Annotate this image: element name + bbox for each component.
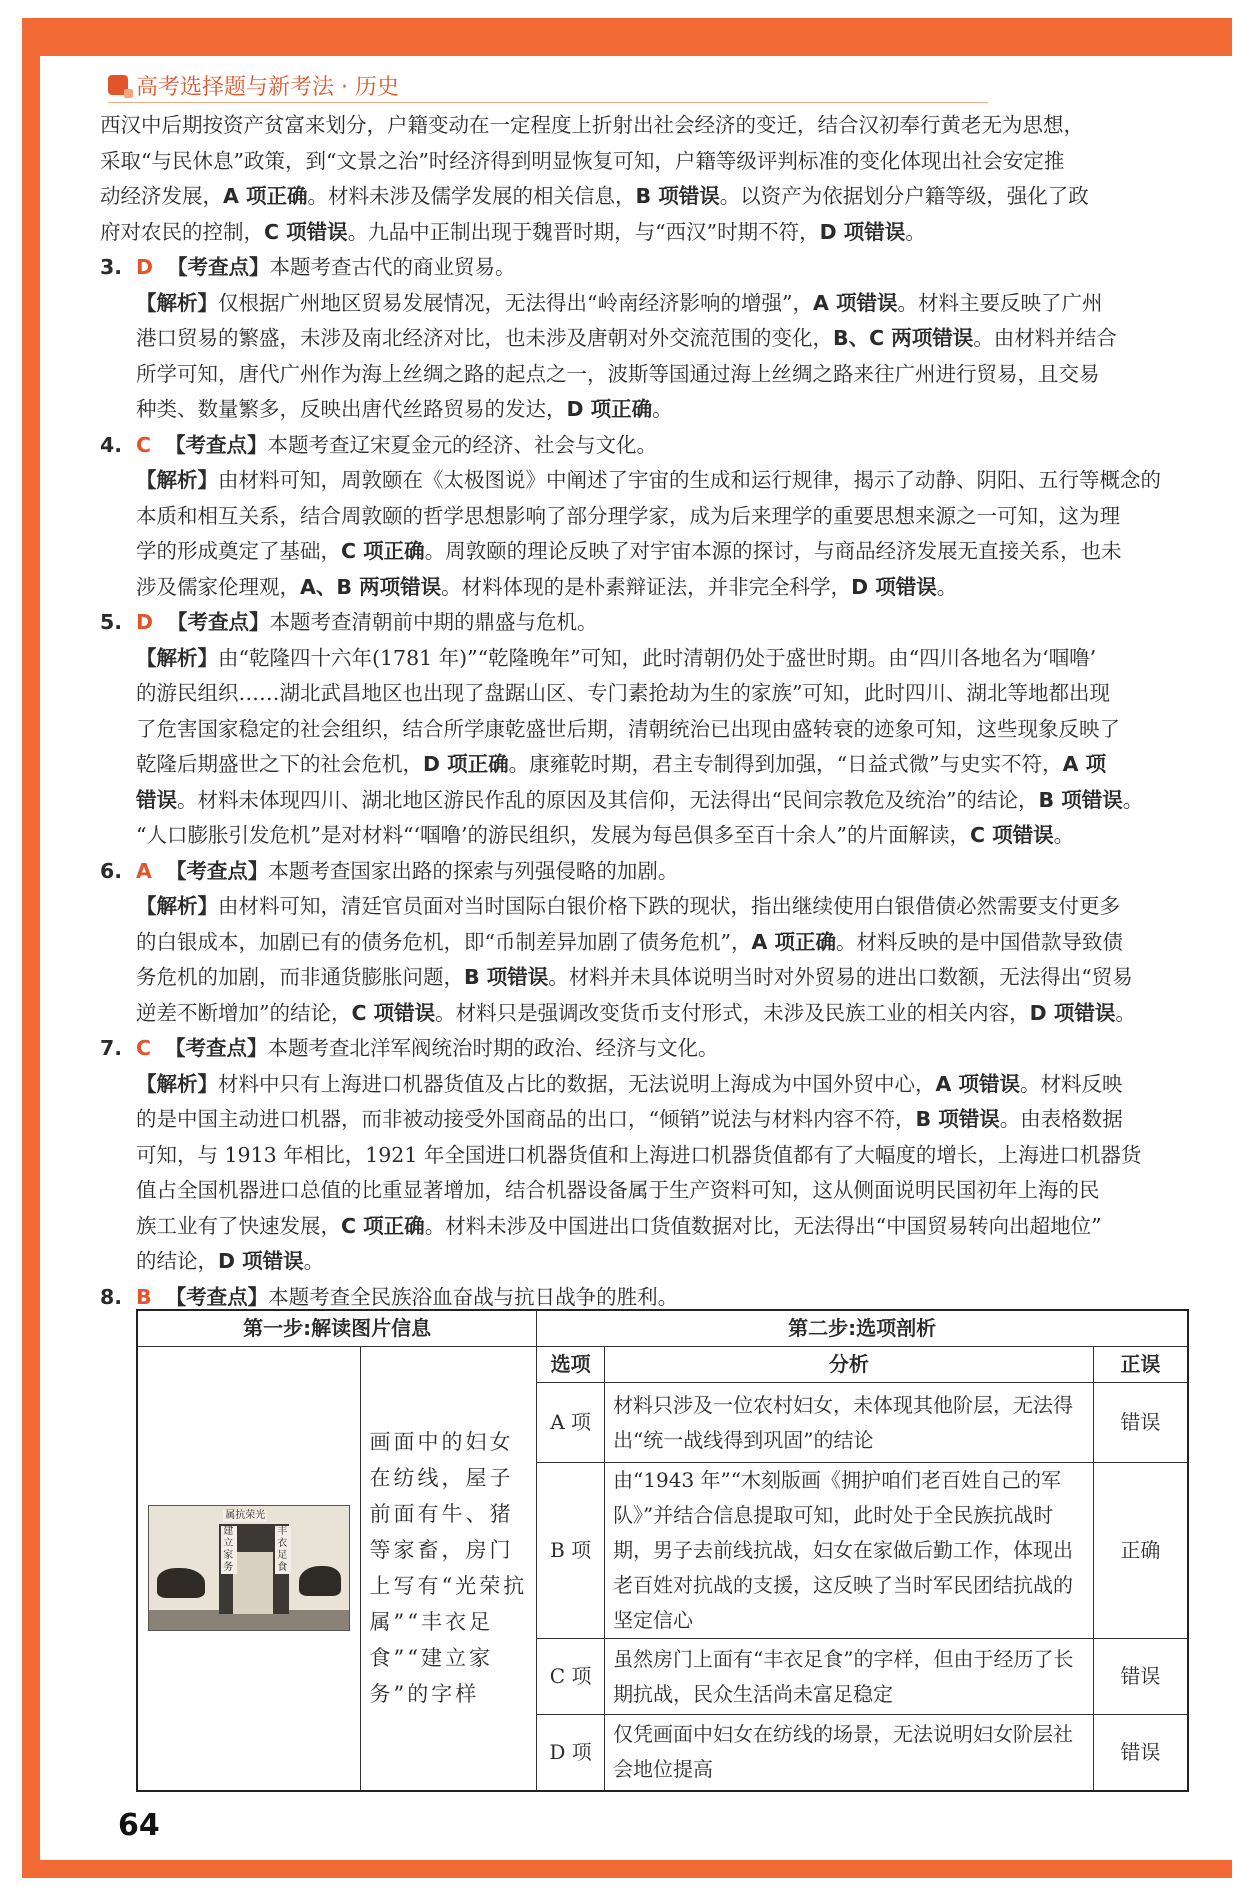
woodcut-label-left: 建立家务 — [221, 1526, 237, 1574]
analysis-text: 。 — [1115, 1000, 1136, 1025]
answer-letter: A — [136, 858, 152, 883]
col-analysis: 分析 — [605, 1347, 1094, 1383]
intro-text: 。材料未涉及儒学发展的相关信息， — [307, 184, 636, 208]
answer-letter: D — [136, 610, 154, 634]
analysis-text: “人口膨胀引发危机”是对材料“‘啯噜’的游民组织，发展为每邑俱多至百十余人”的片面解读， — [136, 823, 970, 847]
question-4 — [100, 428, 1190, 464]
verdict: C 项错误 — [969, 823, 1054, 847]
analysis-tag: 【解析】 — [136, 468, 218, 492]
analysis-cell: 仅凭画面中妇女在纺线的场景，无法说明妇女阶层社会地位提高 — [605, 1715, 1094, 1791]
running-header — [108, 70, 399, 100]
exam-point-tag: 【考查点】 — [167, 610, 270, 634]
question-number: 4. — [100, 432, 123, 457]
book-icon — [108, 75, 128, 95]
analysis-text: 的结论， — [136, 1249, 218, 1273]
question-number: 5. — [100, 610, 123, 634]
verdict: D 项错误 — [218, 1249, 304, 1273]
exam-point-tag: 【考查点】 — [165, 1284, 269, 1309]
verdict: C 项错误 — [264, 219, 348, 244]
analysis-text: 务危机的加剧，而非通货膨胀问题， — [136, 965, 464, 989]
verdict: D 项错误 — [1029, 1000, 1116, 1025]
analysis-3 — [100, 286, 1190, 428]
page-frame-left — [22, 18, 40, 1878]
analysis-text: 所学可知，唐代广州作为海上丝绸之路的起点之一，波斯等国通过海上丝绸之路来往广州进行贸易，且交易 — [136, 361, 1100, 386]
analysis-text: 。由材料并结合 — [973, 326, 1117, 350]
verdict: D 项正确 — [566, 397, 653, 421]
result-cell: 正确 — [1093, 1463, 1188, 1639]
step2-header: 第二步:选项剖析 — [537, 1310, 1188, 1347]
analysis-text: 值占全国机器进口总值的比重显著增加，结合机器设备属于生产资料可知，这从侧面说明民国初年上海的民 — [136, 1178, 1100, 1202]
col-result: 正误 — [1093, 1347, 1188, 1383]
verdict: C 项错误 — [351, 1000, 436, 1025]
analysis-text: 由“乾隆四十六年(1781 年)”“乾隆晚年”可知，此时清朝仍处于盛世时期。由“四川各地名为‘啯噜’ — [218, 645, 1097, 670]
question-5 — [100, 605, 1190, 641]
analysis-text: 。材料反映 — [1020, 1071, 1123, 1096]
verdict: C 项正确 — [341, 539, 425, 563]
answer-letter: D — [136, 255, 154, 279]
verdict: B 项错误 — [635, 184, 720, 208]
analysis-text: 由材料可知，清廷官员面对当时国际白银价格下跌的现状，指出继续使用白银借债必然需要支付更多 — [218, 894, 1120, 918]
page-frame-top — [22, 18, 1232, 56]
header-title: 高考选择题与新考法 · 历史 — [136, 74, 399, 100]
woodcut-donkey — [157, 1568, 205, 1598]
analysis-cell: 虽然房门上面有“丰衣足食”的字样，但由于经历了长期抗战，民众生活尚未富足稳定 — [605, 1639, 1094, 1715]
analysis-text: 了危害国家稳定的社会组织，结合所学康乾盛世后期，清朝统治已出现由盛转衰的迹象可知，这些现象反映了 — [136, 716, 1120, 741]
analysis-text: 。材料未涉及中国进出口货值数据对比，无法得出“中国贸易转向出超地位” — [424, 1213, 1102, 1238]
analysis-text: 的游民组织……湖北武昌地区也出现了盘踞山区、专门素抢劫为生的家族”可知，此时四川、湖北等地都出现 — [136, 681, 1110, 705]
analysis-5 — [100, 641, 1190, 854]
exam-point-tag: 【考查点】 — [165, 432, 268, 457]
result-cell: 错误 — [1093, 1715, 1188, 1791]
question-3 — [100, 250, 1190, 286]
analysis-text: 。 — [303, 1249, 325, 1273]
exam-point-text: 本题考查全民族浴血奋战与抗日战争的胜利。 — [268, 1284, 679, 1309]
col-option: 选项 — [537, 1347, 605, 1383]
verdict: B、C 两项错误 — [833, 326, 974, 350]
analysis-text: 。 — [1053, 823, 1075, 847]
page-frame-bottom — [22, 1860, 1232, 1878]
analysis-text: 。康雍乾时期，君主专制得到加强，“日益式微”与史实不符， — [508, 752, 1063, 776]
analysis-text: 。 — [1122, 787, 1144, 812]
woodcut-label-right: 丰衣足食 — [275, 1526, 291, 1574]
answer-letter: C — [136, 432, 152, 457]
intro-line: 西汉中后期按资产贫富来划分，户籍变动在一定程度上折射出社会经济的变迁，结合汉初奉行黄老无为思想， — [100, 113, 1084, 137]
analysis-tag: 【解析】 — [136, 645, 218, 670]
analysis-text: 的白银成本，加剧已有的债务危机，即“币制差异加剧了债务危机”， — [136, 929, 752, 954]
analysis-text: 本质和相互关系，结合周敦颐的哲学思想影响了部分理学家，成为后来理学的重要思想来源之一可知，这为理 — [136, 503, 1120, 528]
analysis-text: 可知，与 1913 年相比，1921 年全国进口机器货值和上海进口机器货值都有了大幅度的增长，上海进口机器货 — [136, 1142, 1142, 1167]
verdict: B 项错误 — [464, 965, 549, 989]
option-cell: C 项 — [537, 1639, 605, 1715]
analysis-text: 仅根据广州地区贸易发展情况，无法得出“岭南经济影响的增强”， — [218, 290, 813, 315]
analysis-text: 。由表格数据 — [999, 1107, 1123, 1131]
option-cell: B 项 — [537, 1463, 605, 1639]
analysis-tag: 【解析】 — [136, 894, 218, 918]
analysis-text: 涉及儒家伦理观， — [136, 574, 300, 599]
intro-paragraph — [100, 108, 1190, 250]
intro-text: 。以资产为依据划分户籍等级，强化了政 — [719, 184, 1089, 208]
analysis-text: 。材料主要反映了广州 — [897, 290, 1103, 315]
verdict: C 项正确 — [341, 1213, 425, 1238]
option-cell: A 项 — [537, 1383, 605, 1463]
verdict: B 项错误 — [915, 1107, 1000, 1131]
verdict: A 项错误 — [812, 290, 898, 315]
analysis-7 — [100, 1067, 1190, 1280]
analysis-text: 材料中只有上海进口机器货值及占比的数据，无法说明上海成为中国外贸中心， — [218, 1071, 936, 1096]
intro-line: 采取“与民休息”政策，到“文景之治”时经济得到明显恢复可知，户籍等级评判标准的变化体现出社会安定推 — [100, 148, 1065, 173]
exam-point-text: 本题考查北洋军阀统治时期的政治、经济与文化。 — [267, 1036, 719, 1060]
analysis-text: 的是中国主动进口机器，而非被动接受外国商品的出口，“倾销”说法与材料内容不符， — [136, 1107, 916, 1131]
table-step-header-row — [137, 1310, 1188, 1347]
analysis-text: 族工业有了快速发展， — [136, 1213, 341, 1238]
intro-text: 。九品中正制出现于魏晋时期，与“西汉”时期不符， — [347, 219, 820, 244]
question-7 — [100, 1031, 1190, 1067]
analysis-tag: 【解析】 — [136, 1071, 218, 1096]
verdict: D 项正确 — [423, 752, 509, 776]
exam-point-text: 本题考查辽宋夏金元的经济、社会与文化。 — [267, 432, 658, 457]
question-number: 7. — [100, 1036, 123, 1060]
analysis-text: 。材料只是强调改变货币支付形式，未涉及民族工业的相关内容， — [435, 1000, 1030, 1025]
analysis-6 — [100, 889, 1190, 1031]
exam-point-text: 本题考查清朝前中期的鼎盛与危机。 — [269, 610, 598, 634]
verdict: A 项错误 — [935, 1071, 1021, 1096]
verdict: 错误 — [136, 787, 177, 812]
analysis-text: 。周敦颐的理论反映了对宇宙本源的探讨，与商品经济发展无直接关系，也未 — [424, 539, 1122, 563]
header-divider — [108, 102, 988, 103]
analysis-text: 。材料体现的是朴素辩证法，并非完全科学， — [441, 574, 852, 599]
woodcut-ox — [299, 1566, 341, 1596]
step1-header: 第一步:解读图片信息 — [137, 1310, 537, 1347]
analysis-text: 由材料可知，周敦颐在《太极图说》中阐述了宇宙的生成和运行规律，揭示了动静、阴阳、五行等概念的 — [218, 468, 1161, 492]
option-cell: D 项 — [537, 1715, 605, 1791]
analysis-text: 种类、数量繁多，反映出唐代丝路贸易的发达， — [136, 397, 567, 421]
exam-point-tag: 【考查点】 — [165, 1036, 268, 1060]
question-number: 3. — [100, 255, 123, 279]
analysis-text: 。 — [652, 397, 673, 421]
intro-text: 动经济发展， — [100, 184, 223, 208]
image-description: 画面中的妇女在纺线，屋子前面有牛、猪等家畜，房门上写有“光荣抗属”“丰衣足食”“建立家务”的字样 — [361, 1347, 537, 1791]
analysis-text: 港口贸易的繁盛，未涉及南北经济对比，也未涉及唐朝对外交流范围的变化， — [136, 326, 833, 350]
woodcut-cell — [137, 1347, 361, 1791]
woodcut-label-top: 属抗荣光 — [225, 1510, 266, 1522]
analysis-text: 。材料并未具体说明当时对外贸易的进出口数额，无法得出“贸易 — [548, 965, 1133, 989]
answer-letter: C — [136, 1036, 152, 1060]
analysis-text: 逆差不断增加”的结论， — [136, 1000, 352, 1025]
intro-text: 府对农民的控制， — [100, 219, 264, 244]
exam-point-text: 本题考查国家出路的探索与列强侵略的加剧。 — [268, 858, 679, 883]
analysis-tag: 【解析】 — [136, 290, 218, 315]
exam-point-text: 本题考查古代的商业贸易。 — [269, 255, 516, 279]
exam-point-tag: 【考查点】 — [167, 255, 270, 279]
verdict: A 项正确 — [223, 184, 308, 208]
analysis-text: 乾隆后期盛世之下的社会危机， — [136, 752, 423, 776]
analysis-text: 。 — [936, 574, 958, 599]
analysis-4 — [100, 463, 1190, 605]
exam-point-tag: 【考查点】 — [165, 858, 269, 883]
result-cell: 错误 — [1093, 1383, 1188, 1463]
verdict: A 项正确 — [751, 929, 836, 954]
analysis-text: 。材料反映的是中国借款导致债 — [835, 929, 1123, 954]
verdict: A 项 — [1062, 752, 1107, 776]
result-cell: 错误 — [1093, 1639, 1188, 1715]
table-column-header-row — [137, 1347, 1188, 1383]
verdict: D 项错误 — [819, 219, 906, 244]
verdict: D 项错误 — [851, 574, 937, 599]
answer-content — [100, 108, 1190, 1315]
analysis-text: 。材料未体现四川、湖北地区游民作乱的原因及其信仰，无法得出“民间宗教危及统治”的结论， — [177, 787, 1039, 812]
analysis-cell: 由“1943 年”“木刻版画《拥护咱们老百姓自己的军队》”并结合信息提取可知，此时处于全民族抗战时期，男子去前线抗战，妇女在家做后勤工作，体现出老百姓对抗战的支援，这反映了当时军民团结抗战的坚定信心 — [605, 1463, 1094, 1639]
analysis-table — [136, 1309, 1189, 1792]
verdict: A、B 两项错误 — [300, 574, 442, 599]
question-number: 6. — [100, 858, 123, 883]
woodcut-print-image — [148, 1505, 350, 1631]
question-6 — [100, 854, 1190, 890]
analysis-cell: 材料只涉及一位农村妇女，未体现其他阶层，无法得出“统一战线得到巩固”的结论 — [605, 1383, 1094, 1463]
page-number: 64 — [118, 1808, 160, 1843]
woodcut-door — [233, 1552, 273, 1614]
intro-text: 。 — [905, 219, 926, 244]
verdict: B 项错误 — [1038, 787, 1123, 812]
question-number: 8. — [100, 1284, 123, 1309]
analysis-text: 学的形成奠定了基础， — [136, 539, 341, 563]
answer-letter: B — [136, 1284, 152, 1309]
